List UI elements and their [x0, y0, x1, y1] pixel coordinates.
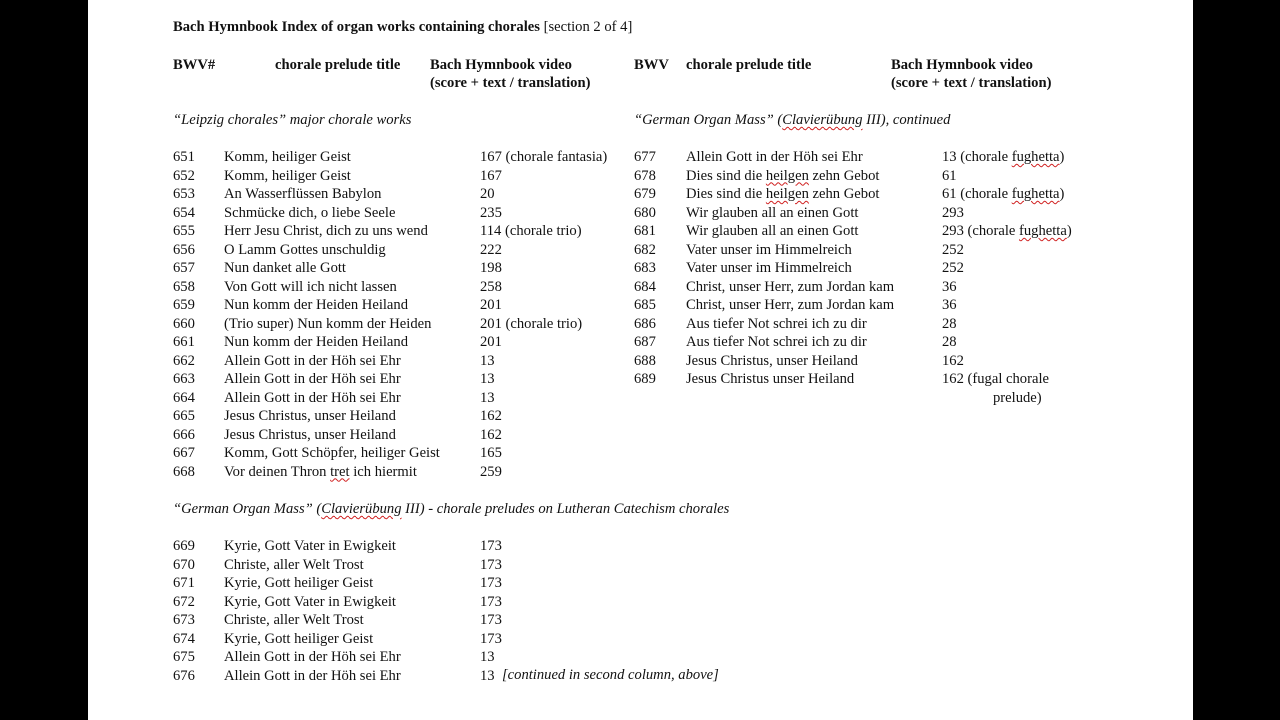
video-number: 162 (fugal chorale	[942, 371, 1049, 387]
video-number: 258	[480, 278, 502, 295]
chorale-title: Dies sind die heilgen zehn Gebot	[686, 167, 880, 184]
bwv-number: 688	[634, 352, 656, 369]
video-number: 173	[480, 556, 502, 573]
header-bwv-right: BWV	[634, 57, 669, 73]
table-row	[88, 204, 1193, 223]
chorale-title: Schmücke dich, o liebe Seele	[224, 204, 396, 221]
chorale-title: Jesus Christus, unser Heiland	[224, 426, 396, 443]
table-row	[88, 463, 1193, 482]
header-video-line1: Bach Hymnbook video	[430, 57, 572, 73]
header-bwv-left: BWV#	[173, 57, 216, 73]
section-heading-suffix: III), continued	[862, 112, 951, 128]
document-page	[88, 0, 1193, 720]
bwv-number: 666	[173, 426, 195, 443]
spellcheck-word: fughetta	[1011, 149, 1060, 165]
header-video-right	[891, 56, 1051, 92]
chorale-title: Vater unser im Himmelreich	[686, 241, 852, 258]
spellcheck-word: fughetta	[1019, 223, 1067, 239]
continued-note: [continued in second column, above]	[502, 667, 719, 683]
chorale-title: Jesus Christus, unser Heiland	[686, 352, 858, 369]
chorale-title: Komm, heiliger Geist	[224, 167, 351, 184]
chorale-title: Christ, unser Herr, zum Jordan kam	[686, 278, 895, 295]
bwv-number: 651	[173, 149, 195, 165]
bwv-number: 673	[173, 612, 195, 628]
chorale-title: Christ, unser Herr, zum Jordan kam	[686, 297, 895, 313]
video-number: 173	[480, 630, 502, 647]
chorale-title: Wir glauben all an einen Gott	[686, 223, 859, 239]
bwv-number: 652	[173, 167, 195, 184]
chorale-title: Kyrie, Gott Vater in Ewigkeit	[224, 593, 396, 610]
chorale-title: Christe, aller Welt Trost	[224, 612, 364, 628]
table-row	[88, 426, 1193, 445]
table-row	[88, 315, 1193, 334]
video-number: 162	[480, 408, 502, 424]
video-number: 114 (chorale trio)	[480, 223, 582, 239]
table-row	[88, 241, 1193, 260]
table-row	[88, 648, 1193, 667]
video-number: 13	[480, 667, 495, 684]
chorale-title: Jesus Christus unser Heiland	[686, 371, 855, 387]
section-heading-suffix: III) - chorale preludes on Lutheran Catechism chorales	[401, 501, 730, 517]
video-number: 13	[480, 649, 495, 665]
table-row	[88, 278, 1193, 297]
bwv-number: 654	[173, 204, 195, 221]
bwv-number: 684	[634, 278, 656, 295]
chorale-title: Allein Gott in der Höh sei Ehr	[224, 667, 401, 684]
chorale-title: Kyrie, Gott Vater in Ewigkeit	[224, 538, 396, 554]
video-number: 222	[480, 241, 502, 258]
video-number: 162	[480, 426, 502, 443]
video-number: 13	[480, 352, 495, 369]
video-number: 201	[480, 297, 502, 313]
bwv-number: 677	[634, 149, 656, 165]
chorale-title: Allein Gott in der Höh sei Ehr	[224, 371, 401, 387]
video-number: 235	[480, 204, 502, 221]
chorale-title: (Trio super) Nun komm der Heiden	[224, 315, 432, 332]
bwv-number: 658	[173, 278, 195, 295]
video-number: 252	[942, 241, 964, 258]
chorale-title: Herr Jesu Christ, dich zu uns wend	[224, 223, 428, 239]
video-number: 28	[942, 315, 957, 332]
table-row	[88, 370, 1193, 389]
chorale-title: O Lamm Gottes unschuldig	[224, 241, 386, 258]
section-heading-prefix: “German Organ Mass” (	[634, 112, 783, 128]
table-row	[88, 407, 1193, 426]
table-row	[88, 444, 1193, 463]
header-video-line1: Bach Hymnbook video	[891, 57, 1033, 73]
chorale-title: Allein Gott in der Höh sei Ehr	[224, 352, 401, 369]
spellcheck-word: tret	[330, 463, 350, 480]
section-heading-german-organ-mass-continued	[634, 111, 950, 129]
section-heading-german-organ-mass	[173, 500, 729, 518]
table-row	[88, 537, 1193, 556]
header-video-line2: (score + text / translation)	[891, 75, 1052, 91]
video-number: 173	[480, 593, 502, 610]
section-heading-leipzig: “Leipzig chorales” major chorale works	[173, 112, 412, 128]
bwv-number: 687	[634, 334, 656, 350]
table-row	[88, 259, 1193, 278]
video-number: 198	[480, 260, 502, 276]
section-label: [section 2 of 4]	[543, 19, 633, 35]
chorale-title: Christe, aller Welt Trost	[224, 556, 364, 573]
bwv-number: 670	[173, 556, 195, 573]
video-number: 36	[942, 278, 957, 295]
table-row	[88, 352, 1193, 371]
bwv-number: 659	[173, 297, 195, 313]
bwv-number: 675	[173, 649, 195, 665]
bwv-number: 674	[173, 630, 195, 647]
bwv-number: 680	[634, 204, 656, 221]
bwv-number: 686	[634, 315, 656, 332]
bwv-number: 667	[173, 445, 195, 461]
video-number: 13	[480, 371, 495, 387]
chorale-title: Dies sind die heilgen zehn Gebot	[686, 186, 880, 202]
table-row	[88, 222, 1193, 241]
video-number: 173	[480, 612, 502, 628]
bwv-number: 676	[173, 667, 195, 684]
bwv-number: 689	[634, 371, 656, 387]
bwv-number: 656	[173, 241, 195, 258]
video-number: 201 (chorale trio)	[480, 315, 583, 332]
video-number: 252	[942, 260, 964, 276]
bwv-number: 681	[634, 223, 656, 239]
video-number: 61	[942, 167, 957, 184]
bwv-number: 685	[634, 297, 656, 313]
bwv-number: 678	[634, 167, 656, 184]
table-row	[88, 148, 1193, 167]
header-video-line2: (score + text / translation)	[430, 75, 591, 91]
bwv-number: 668	[173, 463, 195, 480]
header-video-left	[430, 56, 590, 92]
video-number: 165	[480, 445, 502, 461]
video-number: 173	[480, 538, 502, 554]
video-number: 20	[480, 186, 495, 202]
table-row	[88, 593, 1193, 612]
chorale-title: Kyrie, Gott heiliger Geist	[224, 575, 374, 591]
video-number: 162	[942, 352, 964, 369]
video-number: 36	[942, 297, 957, 313]
bwv-number: 661	[173, 334, 195, 350]
video-number: 61 (chorale fughetta)	[942, 186, 1065, 202]
video-number: 201	[480, 334, 502, 350]
video-number: 167 (chorale fantasia)	[480, 149, 608, 165]
spellcheck-word: Clavierübung	[321, 501, 402, 517]
bwv-number: 671	[173, 575, 195, 591]
bwv-number: 669	[173, 538, 195, 554]
video-number: 259	[480, 463, 502, 480]
bwv-number: 683	[634, 260, 656, 276]
bwv-number: 655	[173, 223, 195, 239]
chorale-title: Nun komm der Heiden Heiland	[224, 334, 408, 350]
video-number: 293 (chorale fughetta)	[942, 223, 1072, 239]
chorale-title: Von Gott will ich nicht lassen	[224, 278, 397, 295]
chorale-title: Allein Gott in der Höh sei Ehr	[686, 149, 863, 165]
bwv-number: 664	[173, 389, 195, 406]
spellcheck-word: heilgen	[765, 167, 809, 184]
bwv-number: 653	[173, 186, 195, 202]
bwv-number: 672	[173, 593, 195, 610]
chorale-title: Vater unser im Himmelreich	[686, 260, 852, 276]
chorale-title: Aus tiefer Not schrei ich zu dir	[686, 334, 867, 350]
spellcheck-word: heilgen	[765, 186, 809, 202]
spellcheck-word: Clavierübung	[782, 112, 863, 128]
bwv-number: 679	[634, 186, 656, 202]
bwv-number: 660	[173, 315, 195, 332]
table-row	[88, 556, 1193, 575]
chorale-title: Jesus Christus, unser Heiland	[224, 408, 396, 424]
chorale-title: Komm, Gott Schöpfer, heiliger Geist	[224, 445, 440, 461]
table-row	[88, 185, 1193, 204]
chorale-title: Wir glauben all an einen Gott	[686, 204, 859, 221]
section-heading-prefix: “German Organ Mass” (	[173, 501, 322, 517]
table-row	[88, 333, 1193, 352]
bwv-number: 657	[173, 260, 195, 276]
bwv-number: 662	[173, 352, 195, 369]
bwv-number: 663	[173, 371, 195, 387]
video-number: 293	[942, 204, 964, 221]
chorale-title: Aus tiefer Not schrei ich zu dir	[686, 315, 867, 332]
table-row	[88, 630, 1193, 649]
chorale-title: Kyrie, Gott heiliger Geist	[224, 630, 374, 647]
chorale-title: Vor deinen Thron tret ich hiermit	[224, 463, 417, 480]
chorale-title: Nun danket alle Gott	[224, 260, 346, 276]
chorale-title: Allein Gott in der Höh sei Ehr	[224, 389, 401, 406]
chorale-title: Nun komm der Heiden Heiland	[224, 297, 408, 313]
video-number: 28	[942, 334, 957, 350]
video-number: 13 (chorale fughetta)	[942, 149, 1065, 165]
chorale-title: Komm, heiliger Geist	[224, 149, 351, 165]
video-continuation-line: prelude)	[993, 390, 1042, 406]
spellcheck-word: fughetta	[1011, 186, 1060, 202]
table-row	[88, 167, 1193, 186]
table-row	[88, 611, 1193, 630]
chorale-title: An Wasserflüssen Babylon	[224, 186, 382, 202]
bwv-number: 665	[173, 408, 195, 424]
header-title-left: chorale prelude title	[275, 57, 401, 73]
title-text: Bach Hymnbook Index of organ works containing chorales	[173, 19, 540, 35]
bwv-number: 682	[634, 241, 656, 258]
table-row	[88, 574, 1193, 593]
page-title	[173, 18, 632, 36]
header-title-right: chorale prelude title	[686, 57, 812, 73]
video-number: 13	[480, 389, 495, 406]
chorale-title: Allein Gott in der Höh sei Ehr	[224, 649, 401, 665]
video-number: 167	[480, 167, 502, 184]
table-row	[88, 296, 1193, 315]
video-number: 173	[480, 575, 502, 591]
